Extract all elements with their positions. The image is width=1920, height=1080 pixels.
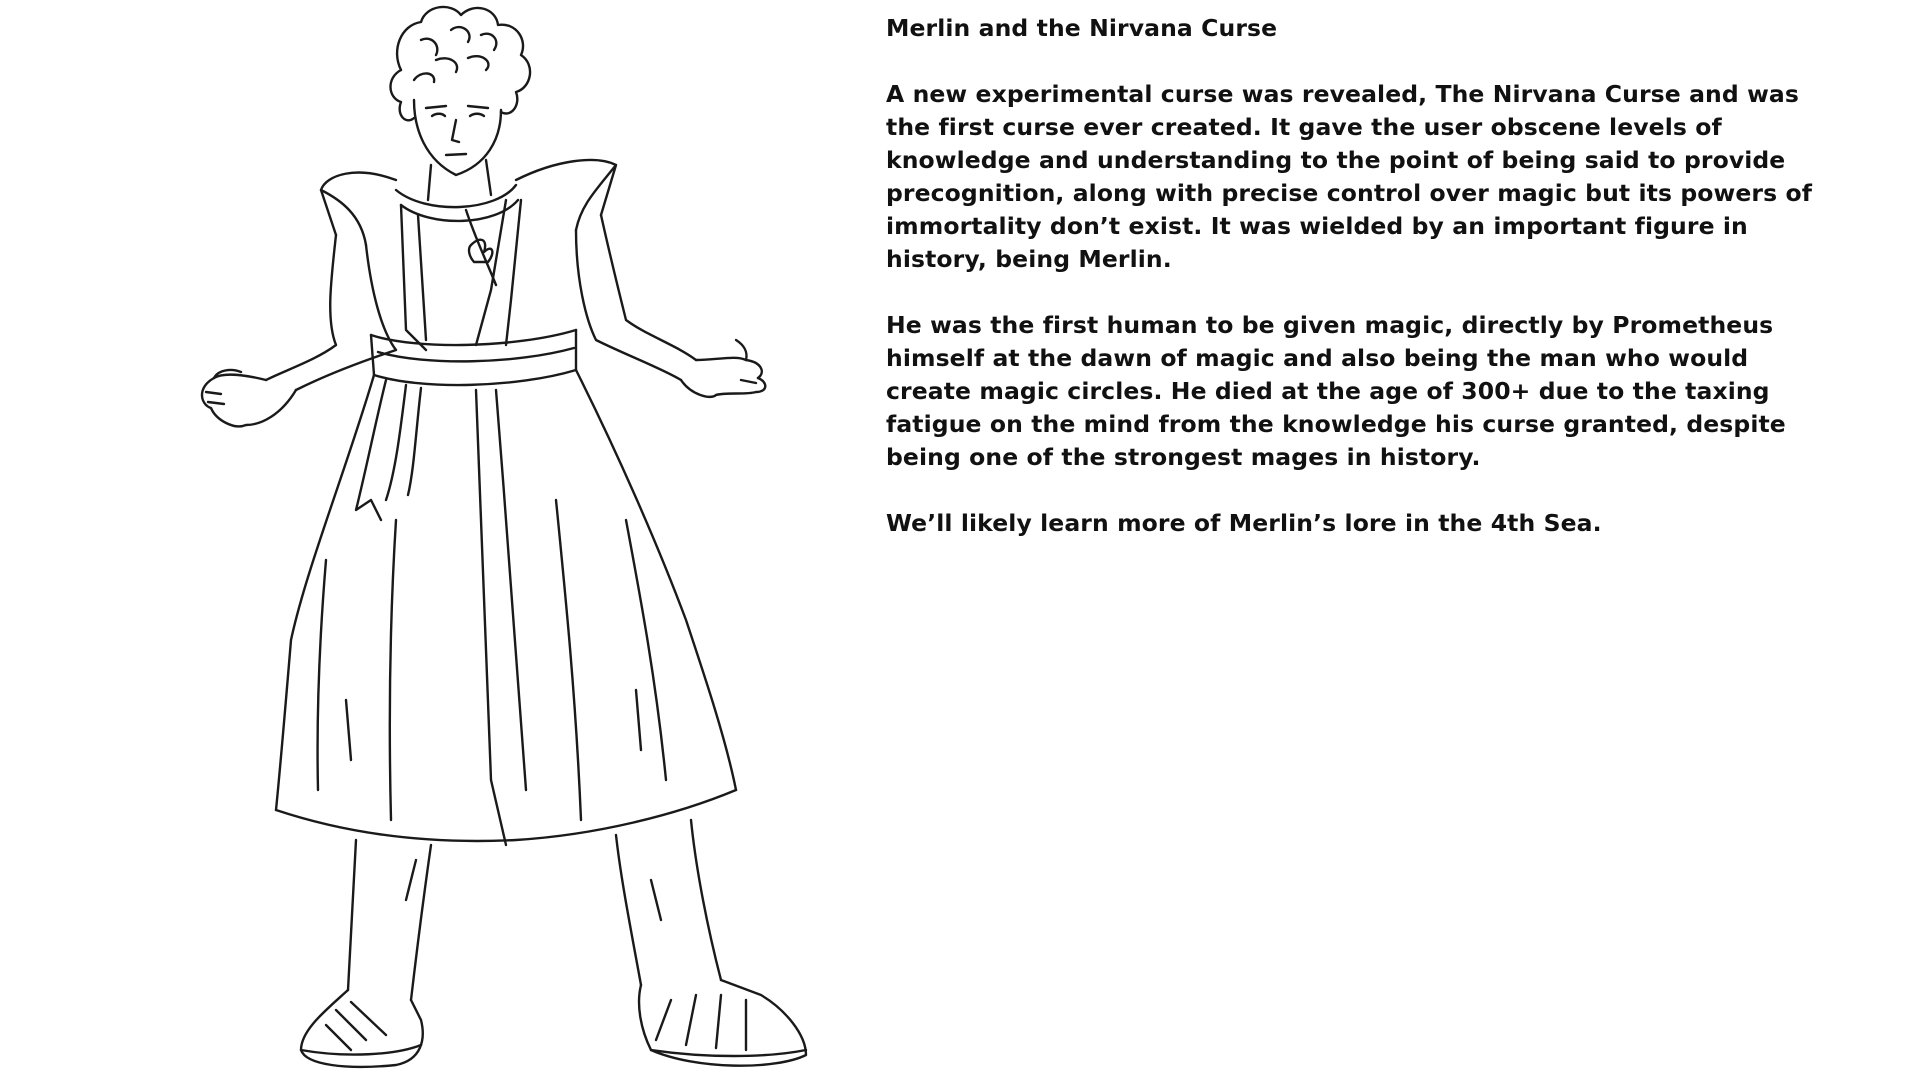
- face: [414, 100, 501, 175]
- robe-skirt: [276, 370, 736, 845]
- page-title: Merlin and the Nirvana Curse: [886, 14, 1278, 42]
- sash: [356, 330, 576, 520]
- legs: [348, 820, 721, 1000]
- right-arm: [576, 215, 765, 397]
- robe-shoulders: [321, 160, 616, 245]
- lore-paragraph-curse: A new experimental curse was revealed, The Nirvana Curse and was the first curse ever created. It gave the user obscene levels of knowledge and understanding to the point of being said to provide precognition, along with precise control over magic but its powers of immortality don’t exist. It was wielded by an important figure in history, being Merlin.: [886, 80, 1813, 273]
- merlin-illustration: [96, 0, 836, 1080]
- hair: [390, 7, 530, 120]
- lore-paragraph-merlin: He was the first human to be given magic, directly by Prometheus himself at the dawn of magic and also being the man who would create magic circles. He died at the age of 300+ due to the taxing fatigue on the mind from the knowledge his curse granted, despite being one of the strongest mages in history.: [886, 311, 1786, 471]
- shoes: [301, 980, 806, 1067]
- neck: [396, 160, 518, 221]
- lore-paragraph-teaser: We’ll likely learn more of Merlin’s lore in the 4th Sea.: [886, 509, 1602, 537]
- lore-text-block: [886, 12, 1846, 540]
- robe-torso: [401, 200, 521, 350]
